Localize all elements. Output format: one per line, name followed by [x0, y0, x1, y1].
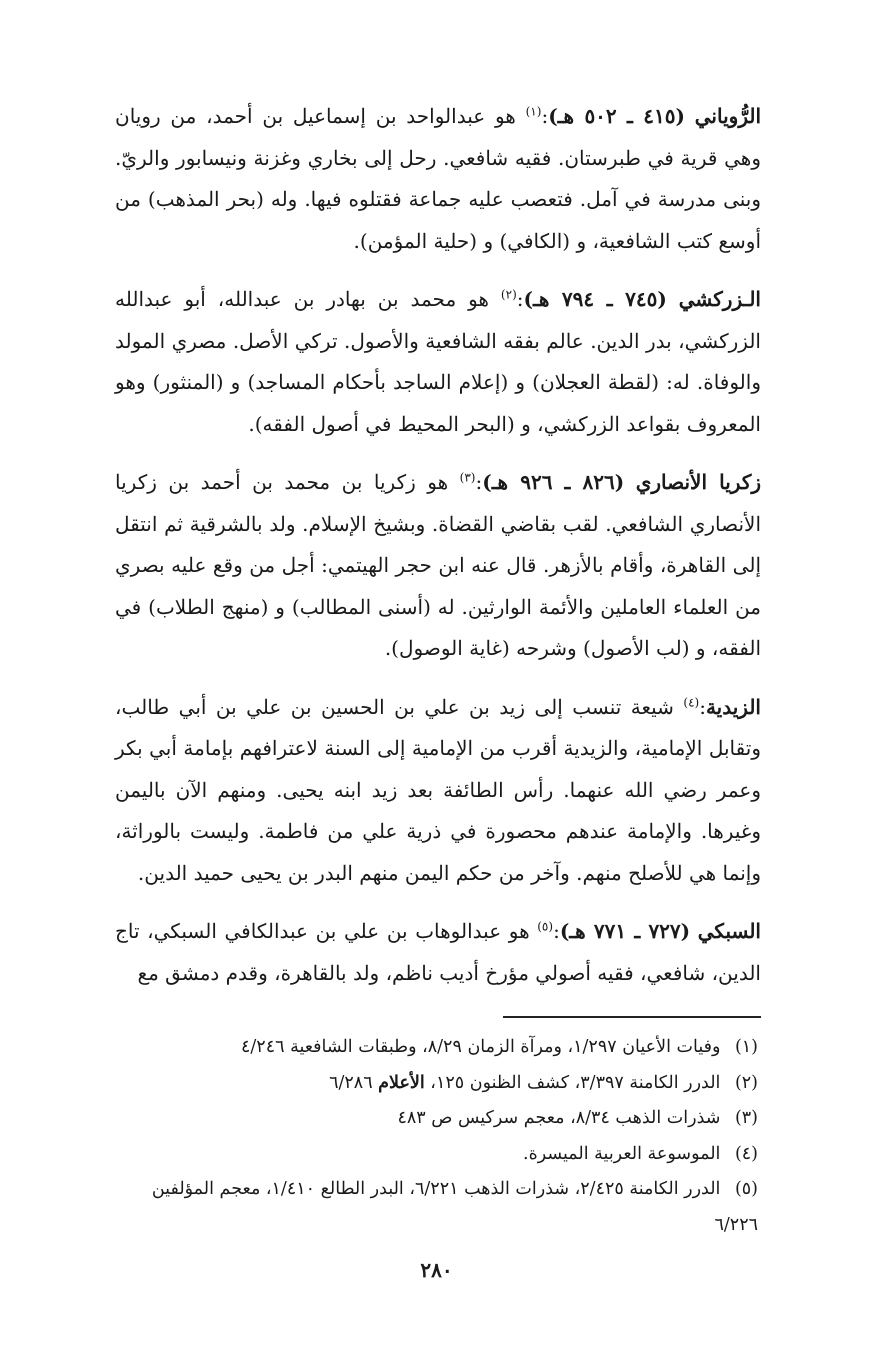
footnote-number: (٤): [734, 1143, 758, 1164]
footnote-text: شذرات الذهب ٨/٣٤، معجم سركيس ص ٤٨٣: [397, 1108, 721, 1128]
footnote-4: [115, 1137, 758, 1173]
entry-dates: (٧٢٧ ـ ٧٧١ هـ): [559, 919, 691, 943]
footnote-text: وفيات الأعيان ١/٢٩٧، ومرآة الزمان ٨/٢٩، وطبقات الشافعية ٤/٢٤٦: [241, 1037, 721, 1057]
entry-text: هو محمد بن بهادر بن عبدالله، أبو عبدالله الزركشي، بدر الدين. عالم بفقه الشافعية والأصول. تركي الأصل. مصري المولد والوفاة. له: (لقطة العجلان) و (إعلام الساجد بأحكام المساجد) و (المنثور) وهو المعروف بقواعد الزركشي، و (البحر المحيط في أصول الفقه).: [115, 287, 761, 436]
entry-subki: السبكي (٧٢٧ ـ ٧٧١ هـ):$^{(٥)}$ هو عبدالوهاب بن علي بن عبدالكافي السبكي، تاج الدين، شافعي، فقيه أصولي مؤرخ أديب ناظم، ولد بالقاهرة، وقدم دمشق مع: [115, 919, 761, 985]
footnote-ref: (٤): [683, 694, 700, 709]
entry-term: الزيدية: [705, 694, 761, 719]
entry-ruyani: الرُّوياني (٤١٥ ـ ٥٠٢ هـ):$^{(١)}$ هو عبدالواحد بن إسماعيل بن أحمد، من رويان وهي قرية في طبرستان. فقيه شافعي. رحل إلى بخاري وغزنة ونيسابور والريّ. وبنى مدرسة في آمل. فتعصب عليه جماعة فقتلوه فيها. وله (بحر المذهب) من أوسع كتب الشافعية، و (الكافي) و (حلية المؤمن).: [115, 104, 762, 253]
footnote-number: (٣): [734, 1108, 758, 1128]
footnote-1: [115, 1030, 758, 1066]
footnote-5: [115, 1172, 758, 1243]
entry-zaydiyya: الزيدية:$^{(٤)}$ شيعة تنسب إلى زيد بن علي بن الحسين بن علي بن أبي طالب، وتقابل الإمامية، والزيدية أقرب من الإمامية إلى السنة لاعترافهم بإمامة أبي بكر وعمر رضي الله عنهما. رأس الطائفة بعد زيد ابنه يحيى. ومنهم الآن باليمن وغيرها. والإمامة عندهم محصورة في ذرية علي من فاطمة. وليست بالوراثة، وإنما هي للأصلح منهم. وآخر من حكم اليمن منهم البدر بن يحيى حميد الدين.: [115, 694, 761, 885]
footnote-ref: (٢): [500, 287, 517, 302]
entry-dates: (٨٢٦ ـ ٩٢٦ هـ): [482, 470, 625, 494]
footnote-ref: (٥): [537, 919, 554, 934]
entry-dates: (٤١٥ ـ ٥٠٢ هـ): [548, 104, 685, 128]
footnote-bold-text: الأعلام: [378, 1072, 425, 1093]
entry-zakariya-ansari: زكريا الأنصاري (٨٢٦ ـ ٩٢٦ هـ):$^{(٣)}$ هو زكريا بن محمد بن أحمد بن زكريا الأنصاري الشافعي. لقب بقاضي القضاة. وبشيخ الإسلام. ولد بالشرقية ثم انتقل إلى القاهرة، وأقام بالأزهر. قال عنه ابن حجر الهيتمي: أجل من وقع عليه بصري من العلماء العاملين والأئمة الوارثين. له (أسنى المطالب) و (منهج الطلاب) في الفقه، و (لب الأصول) وشرحه (غاية الوصول).: [115, 470, 762, 660]
footnote-2: [115, 1066, 758, 1102]
footnote-text: الدرر الكامنة ٢/٤٢٥، شذرات الذهب ٦/٢٢١، البدر الطالع ١/٤١٠، معجم المؤلفين ٦/٢٢٦: [151, 1179, 758, 1235]
entry-zarkashi: الـزركشي (٧٤٥ ـ ٧٩٤ هـ):$^{(٢)}$ هو محمد بن بهادر بن عبدالله، أبو عبدالله الزركشي، بدر الدين. عالم بفقه الشافعية والأصول. تركي الأصل. مصري المولد والوفاة. له: (لقطة العجلان) و (إعلام الساجد بأحكام المساجد) و (المنثور) وهو المعروف بقواعد الزركشي، و (البحر المحيط في أصول الفقه).: [115, 287, 761, 436]
entry-dates: (٧٤٥ ـ ٧٩٤ هـ): [523, 287, 667, 311]
main-text: [115, 96, 761, 1011]
footnote-tail-text: ٦/٢٨٦: [329, 1072, 379, 1093]
footnote-ref: (١): [525, 104, 542, 119]
entry-term: الرُّوياني: [694, 104, 762, 128]
entry-term: السبكي: [697, 919, 761, 943]
footnote-number: (١): [734, 1037, 758, 1057]
footnote-text: الموسوعة العربية الميسرة.: [523, 1143, 721, 1164]
page-number: ٢٨٠: [420, 1258, 453, 1282]
entry-text: هو عبدالوهاب بن علي بن عبدالكافي السبكي، تاج الدين، شافعي، فقيه أصولي مؤرخ أديب ناظم، ولد بالقاهرة، وقدم دمشق مع: [115, 919, 761, 985]
footnote-divider: [503, 1016, 761, 1018]
footnotes: [115, 1030, 758, 1243]
footnote-ref: (٣): [459, 470, 476, 485]
footnote-number: (٥): [734, 1179, 758, 1199]
entry-term: الـزركشي: [678, 287, 761, 311]
footnote-number: (٢): [734, 1072, 758, 1093]
entry-term: زكريا الأنصاري: [635, 470, 761, 494]
footnote-3: [115, 1101, 758, 1137]
footnote-text: الدرر الكامنة ٣/٣٩٧، كشف الظنون ١٢٥،: [424, 1072, 721, 1093]
entry-text: شيعة تنسب إلى زيد بن علي بن الحسين بن علي بن أبي طالب، وتقابل الإمامية، والزيدية أقرب من الإمامية إلى السنة لاعترافهم بإمامة أبي بكر وعمر رضي الله عنهما. رأس الطائفة بعد زيد ابنه يحيى. ومنهم الآن باليمن وغيرها. والإمامة عندهم محصورة في ذرية علي من فاطمة. وليست بالوراثة، وإنما هي للأصلح منهم. وآخر من حكم اليمن منهم البدر بن يحيى حميد الدين.: [115, 694, 761, 885]
entry-text: هو عبدالواحد بن إسماعيل بن أحمد، من رويان وهي قرية في طبرستان. فقيه شافعي. رحل إلى بخاري وغزنة ونيسابور والريّ. وبنى مدرسة في آمل. فتعصب عليه جماعة فقتلوه فيها. وله (بحر المذهب) من أوسع كتب الشافعية، و (الكافي) و (حلية المؤمن).: [115, 104, 761, 253]
entry-text: هو زكريا بن محمد بن أحمد بن زكريا الأنصاري الشافعي. لقب بقاضي القضاة. وبشيخ الإسلام. ولد بالشرقية ثم انتقل إلى القاهرة، وأقام بالأزهر. قال عنه ابن حجر الهيتمي: أجل من وقع عليه بصري من العلماء العاملين والأئمة الوارثين. له (أسنى المطالب) و (منهج الطلاب) في الفقه، و (لب الأصول) وشرحه (غاية الوصول).: [115, 470, 762, 660]
